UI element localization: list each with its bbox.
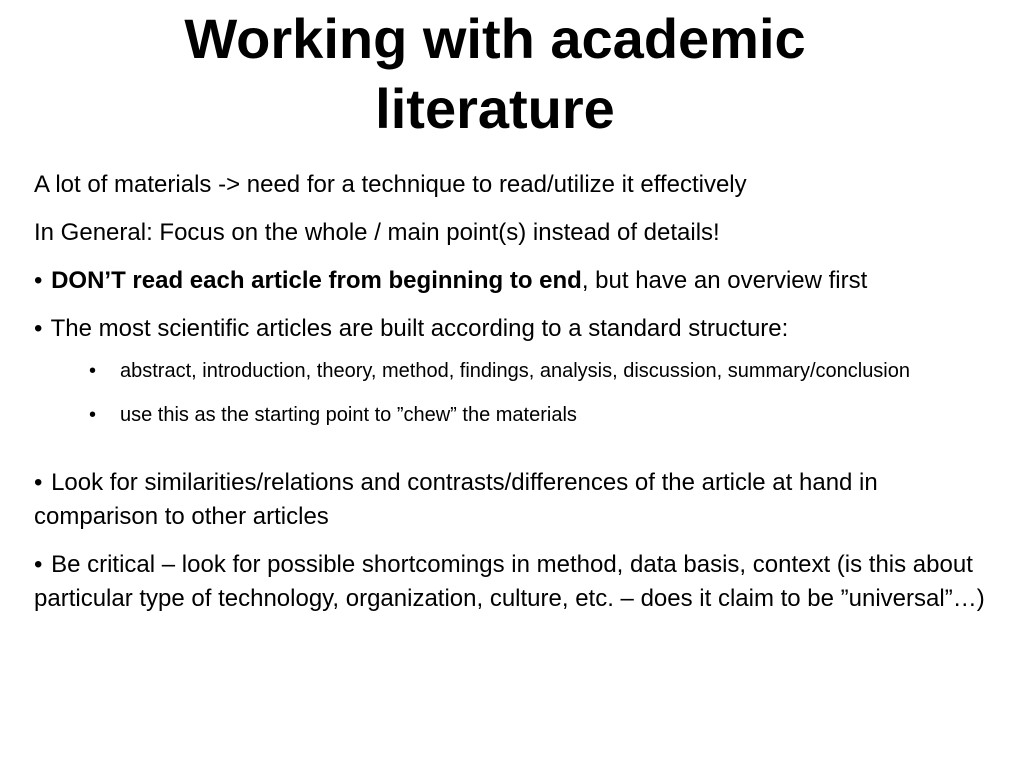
sublist-item (34, 400, 920, 430)
bullet-icon: • (34, 469, 43, 496)
bullet-similarities (34, 466, 994, 534)
bullet-icon: • (89, 360, 97, 382)
sublist-item-text: abstract, introduction, theory, method, findings, analysis, discussion, summary/conclusion (120, 360, 910, 382)
paragraph-materials: A lot of materials -> need for a technique to read/utilize it effectively (34, 171, 747, 198)
paragraph-general-focus: In General: Focus on the whole / main point(s) instead of details! (34, 219, 720, 246)
bullet-dont-read-bold: DON’T read each article from beginning to end (51, 267, 582, 294)
bullet-icon: • (89, 404, 97, 426)
bullet-icon: • (34, 551, 43, 578)
bullet-icon: • (34, 267, 43, 294)
bullet-icon: • (34, 315, 43, 342)
bullet-dont-read-rest: , but have an overview first (581, 267, 868, 294)
structure-sublist (34, 356, 994, 430)
slide-title: Working with academic literature (184, 7, 806, 140)
sublist-item (34, 356, 920, 386)
sublist-item-text: use this as the starting point to ”chew” the materials (120, 404, 577, 426)
slide-body (34, 168, 994, 630)
bullet-be-critical-text: Be critical – look for possible shortcomings in method, data basis, context (is this about particular type of technology, organization, culture, etc. – does it claim to be ”universal”…) (34, 551, 985, 612)
spacer (34, 444, 994, 466)
bullet-dont-read (34, 264, 994, 298)
bullet-be-critical (34, 548, 994, 616)
bullet-standard-structure-text: The most scientific articles are built according to a standard structure: (50, 315, 789, 342)
bullet-standard-structure (34, 312, 994, 346)
bullet-similarities-text: Look for similarities/relations and contrasts/differences of the article at hand in comparison to other articles (34, 469, 878, 530)
